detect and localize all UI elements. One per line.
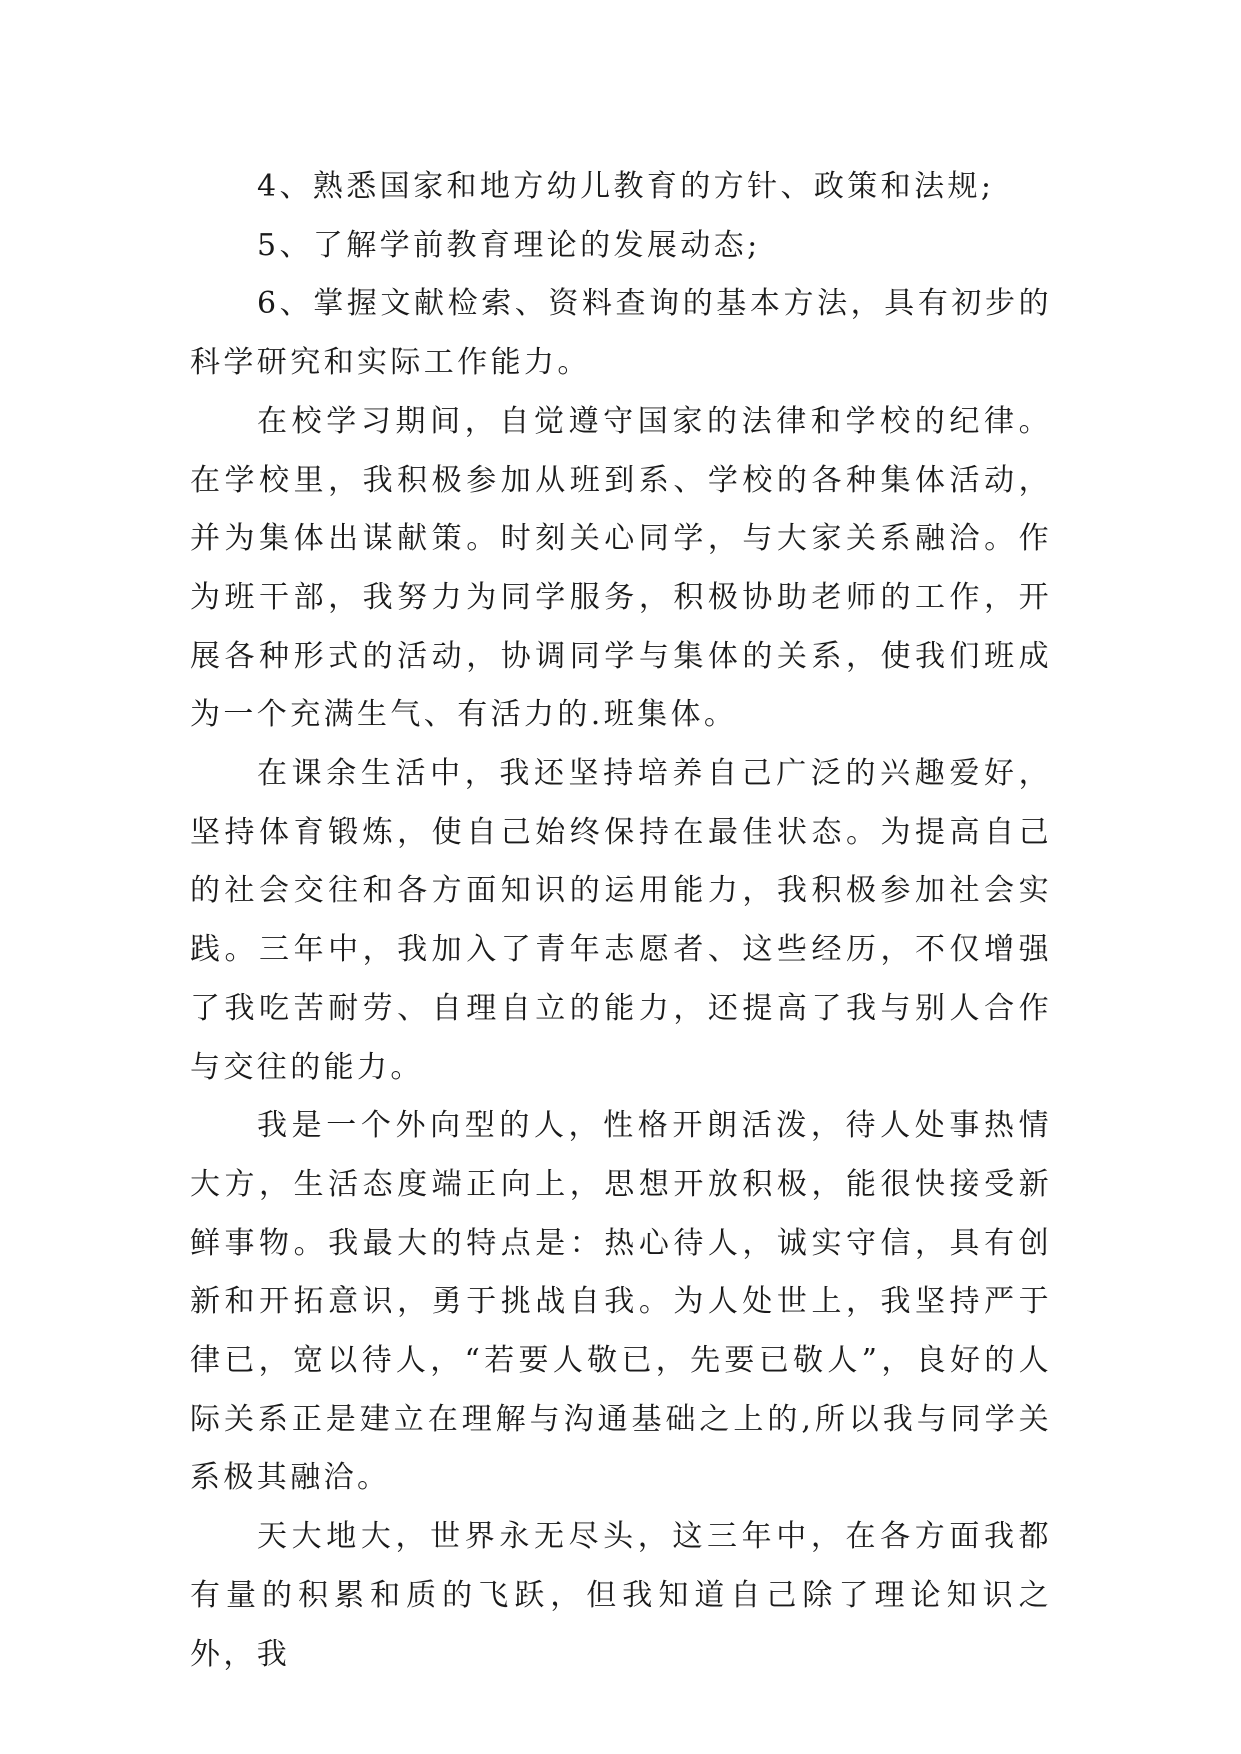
paragraph-item-5: 5、了解学前教育理论的发展动态; [257,227,761,263]
paragraph-extracurricular: 在课余生活中，我还坚持培养自己广泛的兴趣爱好，坚持体育锻炼，使自己始终保持在最佳状态。为提高自己的社会交往和各方面知识的运用能力，我积极参加社会实践。三年中，我加入了青年志愿者、这些经历，不仅增强了我吃苦耐劳、自理自立的能力，还提高了我与别人合作与交往的能力。 [190,756,1052,1085]
paragraph-reflection: 天大地大，世界永无尽头，这三年中，在各方面我都有量的积累和质的飞跃，但我知道自己除了理论知识之外，我 [190,1519,1052,1672]
paragraph-school-conduct: 在校学习期间，自觉遵守国家的法律和学校的纪律。在学校里，我积极参加从班到系、学校的各种集体活动，并为集体出谋献策。时刻关心同学，与大家关系融洽。作为班干部，我努力为同学服务，积极协助老师的工作，开展各种形式的活动，协调同学与集体的关系，使我们班成为一个充满生气、有活力的.班集体。 [190,403,1052,733]
document-body [190,158,1052,1684]
paragraph-item-4: 4、熟悉国家和地方幼儿教育的方针、政策和法规; [257,169,995,204]
paragraph-personality: 我是一个外向型的人，性格开朗活泼，待人处事热情大方，生活态度端正向上，思想开放积极，能很快接受新鲜事物。我最大的特点是：热心待人，诚实守信，具有创新和开拓意识，勇于挑战自我。为人处世上，我坚持严于律已，宽以待人，“若要人敬已，先要已敬人”，良好的人际关系正是建立在理解与沟通基础之上的,所以我与同学关系极其融洽。 [190,1108,1052,1496]
paragraph-item-6: 6、掌握文献检索、资料查询的基本方法，具有初步的科学研究和实际工作能力。 [190,286,1052,381]
